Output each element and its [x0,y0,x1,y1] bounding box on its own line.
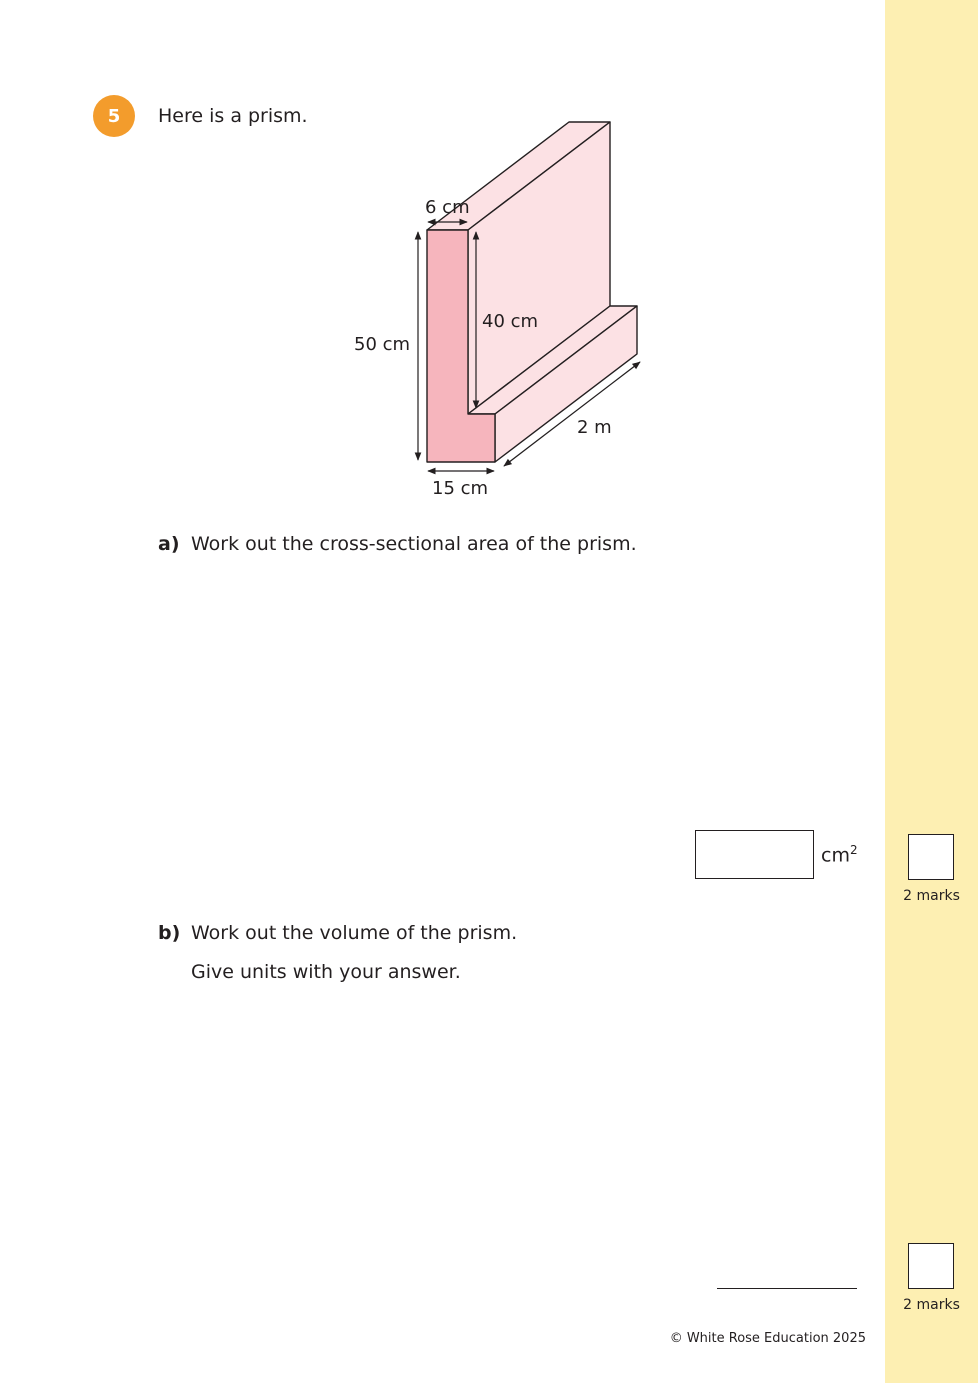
part-a-unit: $cm^2$ [821,843,858,867]
label-base-width: 15 cm [432,478,489,499]
part-a-letter: a) [158,533,180,555]
part-a-answer-box[interactable] [695,830,814,879]
part-b-instruction: Give units with your answer. [191,961,461,983]
label-inner-height: 40 cm [482,311,539,332]
part-b-mark-box [908,1243,954,1289]
part-b-letter: b) [158,922,181,944]
question-intro: Here is a prism. [158,105,308,127]
question-number-badge: 5 [93,95,135,137]
part-b-question: Work out the volume of the prism. [191,922,518,944]
marks-margin-strip [885,0,978,1383]
label-top-width: 6 cm [425,197,470,218]
copyright-footer: © White Rose Education 2025 [669,1331,866,1346]
part-a-question: Work out the cross-sectional area of the prism. [191,533,637,555]
part-a-marks-label: 2 marks [903,888,960,904]
label-outer-height: 50 cm [354,334,411,355]
label-length: 2 m [577,417,612,438]
part-a-mark-box [908,834,954,880]
part-b-marks-label: 2 marks [903,1297,960,1313]
part-b-answer-line[interactable] [717,1288,857,1289]
prism-diagram [340,110,660,510]
